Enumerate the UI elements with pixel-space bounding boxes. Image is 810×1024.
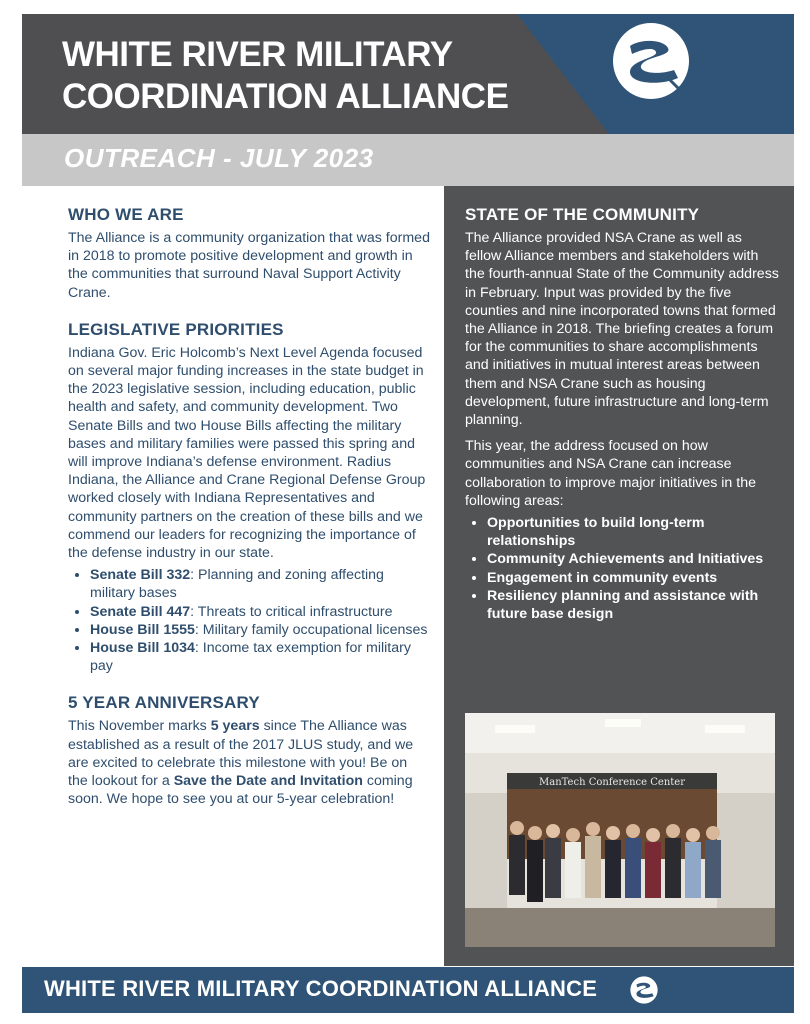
river-logo-icon bbox=[630, 976, 658, 1004]
who-we-are-heading: WHO WE ARE bbox=[68, 205, 184, 224]
bill-desc: : Planning and zoning affecting military bases bbox=[90, 567, 384, 602]
legislative-body: Indiana Gov. Eric Holcomb’s Next Level Agenda focused on several major funding increases in the state budget in the 2023 legislative session, including education, public health and safety, and community development. Two Senate Bills and two House Bills affecting the military bases and military families were passed this spring and will improve Indiana’s defense environment. Radius Indiana, the Alliance and Crane Regional Defense Group worked closely with Indiana Representatives and community partners on the creation of these bills and we commend our leaders for recognizing the importance of the defense industry in our state. bbox=[68, 344, 426, 562]
list-item: • Opportunities to build long-term relationships bbox=[487, 514, 781, 550]
bill-name: House Bill 1034 bbox=[90, 640, 195, 657]
anniversary-body: This November marks 5 years since The Alliance was established as a result of the 2017 JLUS study, and we are excited to celebrate this milestone with you! Be on the lookout for a Save the Date and Invitation coming soon. We hope to see you at our 5-year celebration! bbox=[68, 718, 414, 808]
list-item bbox=[90, 621, 430, 639]
state-body-1: The Alliance provided NSA Crane as well as fellow Alliance members and stakeholders with the fourth-annual State of the Community address in February. Input was provided by the five counties and nine incorporated towns that formed the Alliance in 2018. The briefing creates a forum for the communities to share accomplishments and initiatives in mutual interest areas between them and NSA Crane such as housing development, future infrastructure and long-term planning. bbox=[465, 230, 779, 429]
bill-list bbox=[68, 566, 430, 675]
state-body-2: This year, the address focused on how communities and NSA Crane can increase collaboration to improve major initiatives in the following areas: bbox=[465, 438, 756, 509]
group-photo bbox=[465, 713, 775, 947]
list-item bbox=[90, 639, 430, 675]
river-logo-icon bbox=[612, 22, 690, 100]
issue-subtitle: OUTREACH - JULY 2023 bbox=[64, 143, 374, 173]
bill-name: Senate Bill 447 bbox=[90, 603, 191, 620]
list-item bbox=[90, 603, 430, 621]
focus-list bbox=[465, 514, 781, 623]
masthead-title bbox=[62, 34, 508, 118]
title-line-2: COORDINATION ALLIANCE bbox=[62, 77, 509, 116]
issue-band bbox=[22, 134, 794, 186]
footer-bar bbox=[22, 967, 794, 1013]
right-column bbox=[465, 205, 781, 623]
title-line-1: WHITE RIVER MILITARY bbox=[62, 35, 453, 74]
list-item: • Resiliency planning and assistance with future base design bbox=[487, 587, 781, 623]
bill-name: House Bill 1555 bbox=[90, 621, 195, 638]
list-item bbox=[90, 566, 430, 602]
left-column bbox=[68, 205, 430, 808]
bill-desc: : Military family occupational licenses bbox=[194, 621, 428, 638]
bill-name: Senate Bill 332 bbox=[90, 567, 191, 584]
bill-desc: : Threats to critical infrastructure bbox=[190, 603, 393, 620]
bill-desc: : Income tax exemption for military pay bbox=[90, 640, 411, 675]
state-heading: STATE OF THE COMMUNITY bbox=[465, 205, 700, 224]
who-we-are-body: The Alliance is a community organization that was formed in 2018 to promote positive development and growth in the communities that surround Naval Support Activity Crane. bbox=[68, 230, 430, 301]
list-item: • Community Achievements and Initiatives bbox=[487, 550, 781, 568]
legislative-heading: LEGISLATIVE PRIORITIES bbox=[68, 319, 284, 339]
anniversary-heading: 5 YEAR ANNIVERSARY bbox=[68, 693, 260, 713]
footer-title: WHITE RIVER MILITARY COORDINATION ALLIANCE bbox=[44, 976, 598, 1001]
list-item: • Engagement in community events bbox=[487, 569, 781, 587]
sign-text: ManTech Conference Center bbox=[539, 777, 685, 788]
